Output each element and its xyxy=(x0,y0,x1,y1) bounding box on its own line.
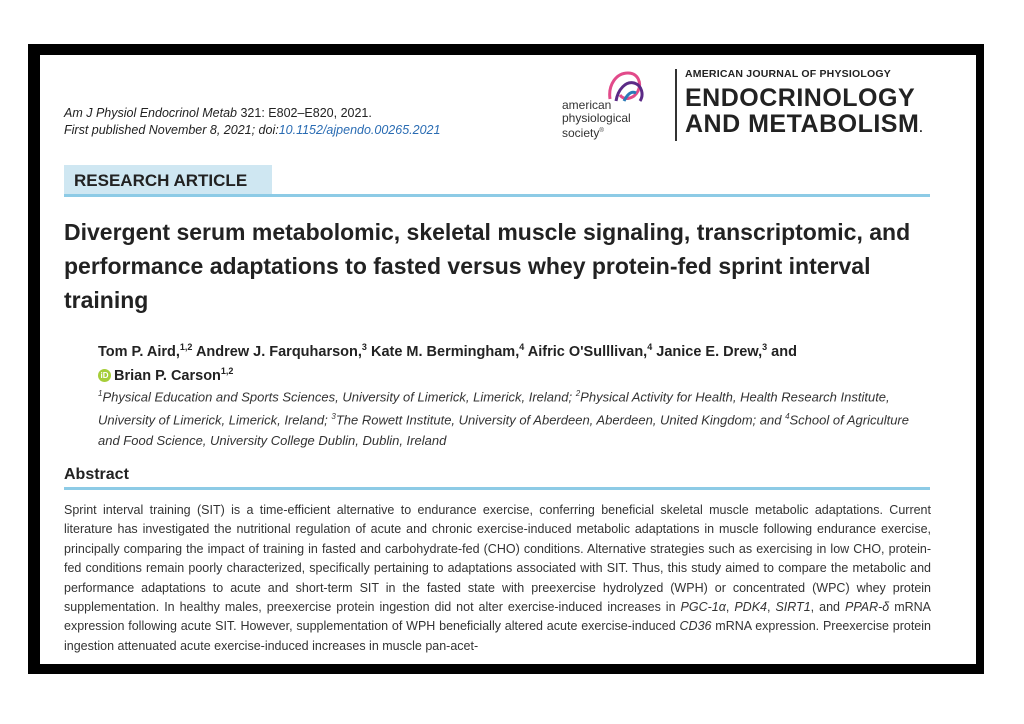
author-affil-sup: 3 xyxy=(762,342,768,352)
published-date: First published November 8, 2021; doi: xyxy=(64,123,279,137)
abstract-sep: , xyxy=(767,600,776,615)
author-name: Brian P. Carson xyxy=(114,367,221,384)
abstract-part-3: mRNA expression. Preexercise protein ingestion attenuated acute exercise-induced increases in muscle pan-acet- xyxy=(64,619,931,653)
registered-mark: ® xyxy=(599,128,604,134)
abstract-sep: , xyxy=(725,600,735,615)
publisher-line-2: physiological xyxy=(562,111,631,125)
journal-abbrev: Am J Physiol Endocrinol Metab xyxy=(64,106,237,120)
volume-pages: 321: E802–E820, 2021. xyxy=(240,106,372,120)
author-affil-sup: 1,2 xyxy=(220,365,234,376)
affil-sup: 2 xyxy=(575,389,581,398)
affiliation: The Rowett Institute, University of Aberdeen, Aberdeen, United Kingdom; and xyxy=(335,412,782,428)
journal-title-line-2 xyxy=(685,111,923,141)
author-affil-sup: 3 xyxy=(361,342,367,352)
author-conjunction: and xyxy=(771,343,797,360)
abstract-rule xyxy=(64,487,930,490)
author-name: Kate M. Bermingham, xyxy=(370,343,520,360)
gene-pgc1a: PGC-1α xyxy=(680,600,726,615)
affil-sup: 3 xyxy=(331,412,336,422)
author-list xyxy=(98,338,938,386)
publisher-line-1: american xyxy=(562,98,612,112)
author-name: Aifric O'Sulllivan, xyxy=(527,343,648,360)
gene-cd36: CD36 xyxy=(679,619,712,634)
gene-pdk4: PDK4 xyxy=(734,600,767,615)
header-rule xyxy=(64,194,930,197)
orcid-icon[interactable]: iD xyxy=(98,369,111,382)
abstract-part-1: Sprint interval training (SIT) is a time-efficient alternative to endurance exercise, conferring beneficial skeletal muscle metabolic adaptations. Current literature has investigated the nutritional regulation of acute and chronic exercise-induced metabolic adaptations in muscle following endurance exercise, principally comparing the impact of training in fasted and carbohydrate-fed (CHO) conditions. Alternative strategies such as exercising in low CHO, protein-fed conditions remain poorly characterized, specifically pertaining to adaptations associated with SIT. Thus, this study aimed to compare the metabolic and performance adaptations to acute and short-term SIT in the fasted state with preexercise hydrolyzed (WPH) or concentrated (WPC) whey protein supplementation. In healthy males, preexercise protein ingestion did not alter exercise-induced increases in xyxy=(64,503,931,615)
affil-sup: 1 xyxy=(98,389,103,398)
journal-title xyxy=(685,85,923,141)
publisher-line-3-text: society xyxy=(562,126,600,140)
article-type-text: RESEARCH ARTICLE xyxy=(74,171,248,190)
logo-divider xyxy=(675,69,677,141)
author-name: Andrew J. Farquharson, xyxy=(195,343,362,360)
affiliation: Physical Education and Sports Sciences, University of Limerick, Limerick, Ireland; xyxy=(102,389,573,405)
abstract-text xyxy=(64,501,931,656)
citation-block xyxy=(64,105,440,139)
journal-title-line-1: ENDOCRINOLOGY xyxy=(685,84,916,112)
abstract-heading: Abstract xyxy=(64,466,129,483)
citation-line-1 xyxy=(64,105,440,122)
author-name: Janice E. Drew, xyxy=(656,343,763,360)
affiliations xyxy=(98,384,928,451)
affil-sup: 4 xyxy=(785,412,790,422)
doi-link[interactable]: 10.1152/ajpendo.00265.2021 xyxy=(278,123,441,137)
author-name: Tom P. Aird, xyxy=(98,343,180,360)
publisher-line-3 xyxy=(562,125,631,140)
author-affil-sup: 1,2 xyxy=(179,342,193,352)
journal-title-dot: . xyxy=(919,121,924,135)
abstract-sep: , and xyxy=(810,600,845,615)
author-affil-sup: 4 xyxy=(647,342,653,352)
affiliation: Physical Activity for Health, Health Research Institute, University of Limerick, Limerick, Ireland; xyxy=(98,389,890,428)
citation-line-2 xyxy=(64,122,440,139)
article-title: Divergent serum metabolomic, skeletal muscle signaling, transcriptomic, and performance adaptations to fasted versus whey protein-fed sprint interval training xyxy=(64,219,911,313)
gene-ppar-delta: PPAR-δ xyxy=(844,600,890,615)
journal-series: AMERICAN JOURNAL OF PHYSIOLOGY xyxy=(685,68,891,80)
author-affil-sup: 4 xyxy=(519,342,525,352)
article-type-label xyxy=(64,165,272,197)
gene-sirt1: SIRT1 xyxy=(775,600,811,615)
abstract-part-2: mRNA expression following acute SIT. However, supplementation of WPH beneficially altered acute exercise-induced xyxy=(64,600,932,634)
affiliation: School of Agriculture and Food Science, University College Dublin, Dublin, Ireland xyxy=(98,412,909,448)
publisher-name xyxy=(562,99,631,140)
journal-title-line-2-text: AND METABOLISM xyxy=(685,110,920,138)
paper-page xyxy=(40,55,976,664)
